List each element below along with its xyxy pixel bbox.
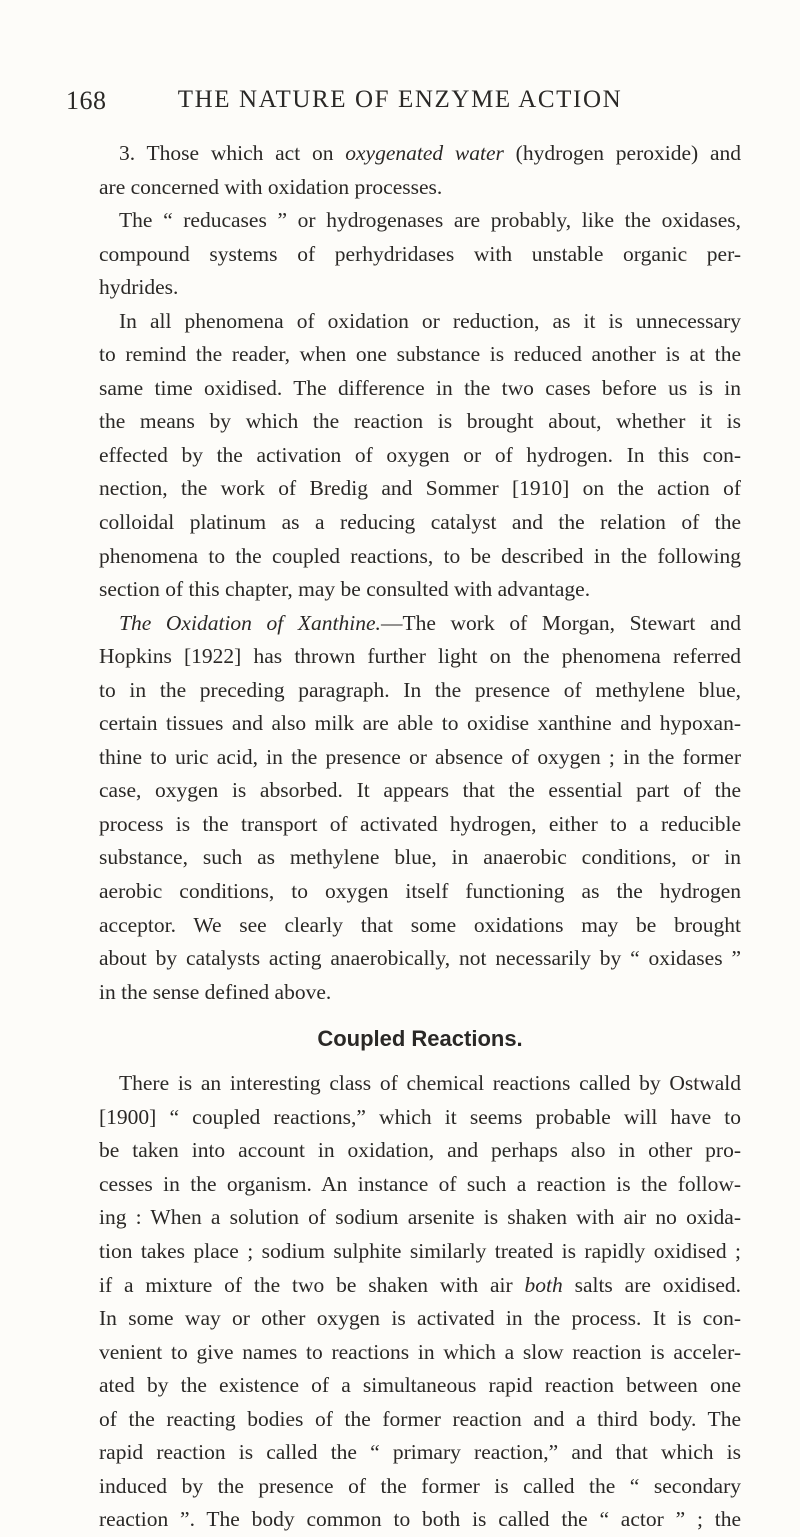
text-line: reaction ”. The body common to both is called the “ actor ” ; the	[99, 1507, 741, 1532]
italic-term: both	[524, 1272, 563, 1297]
text-line: same time oxidised. The difference in the two cases before us is in	[99, 375, 741, 400]
text-line: certain tissues and also milk are able to oxidise xanthine and hypoxan-	[99, 711, 741, 736]
text-line: In some way or other oxygen is activated in the process. It is con-	[99, 1306, 741, 1331]
text-line: if a mixture of the two be shaken with air both salts are oxidised.	[99, 1272, 741, 1297]
text-line: section of this chapter, may be consulted with advantage.	[99, 577, 591, 602]
italic-term: oxygenated water	[345, 141, 504, 165]
text-line: venient to give names to reactions in which a slow reaction is acceler-	[99, 1339, 741, 1364]
text-line: substance, such as methylene blue, in anaerobic conditions, or in	[99, 845, 741, 870]
text-line: be taken into account in oxidation, and perhaps also in other pro-	[99, 1138, 741, 1163]
text-line: cesses in the organism. An instance of such a reaction is the follow-	[99, 1171, 741, 1196]
text-line: There is an interesting class of chemical reactions called by Ostwald	[119, 1071, 741, 1096]
body-text	[99, 137, 741, 1537]
text-line: process is the transport of activated hydrogen, either to a reducible	[99, 811, 741, 836]
text-line: acceptor. We see clearly that some oxidations may be brought	[99, 912, 741, 937]
page-number: 168	[66, 86, 107, 115]
text-line: nection, the work of Bredig and Sommer [1910] on the action of	[99, 476, 741, 501]
text-line: case, oxygen is absorbed. It appears that the essential part of the	[99, 778, 741, 803]
text-line: to remind the reader, when one substance is reduced another is at the	[99, 342, 741, 367]
text-line: phenomena to the coupled reactions, to be described in the following	[99, 543, 741, 568]
section-heading: Coupled Reactions.	[317, 1026, 523, 1052]
text-line: about by catalysts acting anaerobically, not necessarily by “ oxidases ”	[99, 946, 741, 971]
text-line: induced by the presence of the former is called the “ secondary	[99, 1473, 741, 1498]
text-line: effected by the activation of oxygen or of hydrogen. In this con-	[99, 442, 741, 467]
text-line: [1900] “ coupled reactions,” which it seems probable will have to	[99, 1104, 741, 1129]
text-line: hydrides.	[99, 275, 179, 300]
text-line: are concerned with oxidation processes.	[99, 174, 443, 199]
text-line: the means by which the reaction is brought about, whether it is	[99, 409, 741, 434]
running-title: THE NATURE OF ENZYME ACTION	[177, 86, 623, 113]
text-line: thine to uric acid, in the presence or absence of oxygen ; in the former	[99, 744, 741, 769]
text-line: colloidal platinum as a reducing catalyst and the relation of the	[99, 510, 741, 535]
text-line: rapid reaction is called the “ primary reaction,” and that which is	[99, 1440, 741, 1465]
text-line: ing : When a solution of sodium arsenite is shaken with air no oxida-	[99, 1205, 741, 1230]
text-line: The “ reducases ” or hydrogenases are probably, like the oxidases,	[119, 208, 741, 233]
text-line: ated by the existence of a simultaneous rapid reaction between one	[99, 1373, 741, 1398]
text-line: to in the preceding paragraph. In the presence of methylene blue,	[99, 677, 741, 702]
text-line: compound systems of perhydridases with unstable organic per-	[99, 241, 741, 266]
text-line: tion takes place ; sodium sulphite similarly treated is rapidly oxidised ;	[99, 1238, 741, 1263]
text-line: in the sense defined above.	[99, 979, 332, 1004]
page-header	[66, 86, 734, 126]
text-line: 3. Those which act on oxygenated water (hydrogen peroxide) and	[119, 141, 741, 165]
text-line: The Oxidation of Xanthine.—The work of Morgan, Stewart and	[119, 610, 741, 635]
text-line: of the reacting bodies of the former reaction and a third body. The	[99, 1406, 741, 1431]
text-line: In all phenomena of oxidation or reduction, as it is unnecessary	[119, 308, 741, 333]
text-line: Hopkins [1922] has thrown further light on the phenomena referred	[99, 644, 741, 669]
text-line: aerobic conditions, to oxygen itself functioning as the hydrogen	[99, 879, 741, 904]
italic-subheading: The Oxidation of Xanthine.	[119, 610, 381, 635]
